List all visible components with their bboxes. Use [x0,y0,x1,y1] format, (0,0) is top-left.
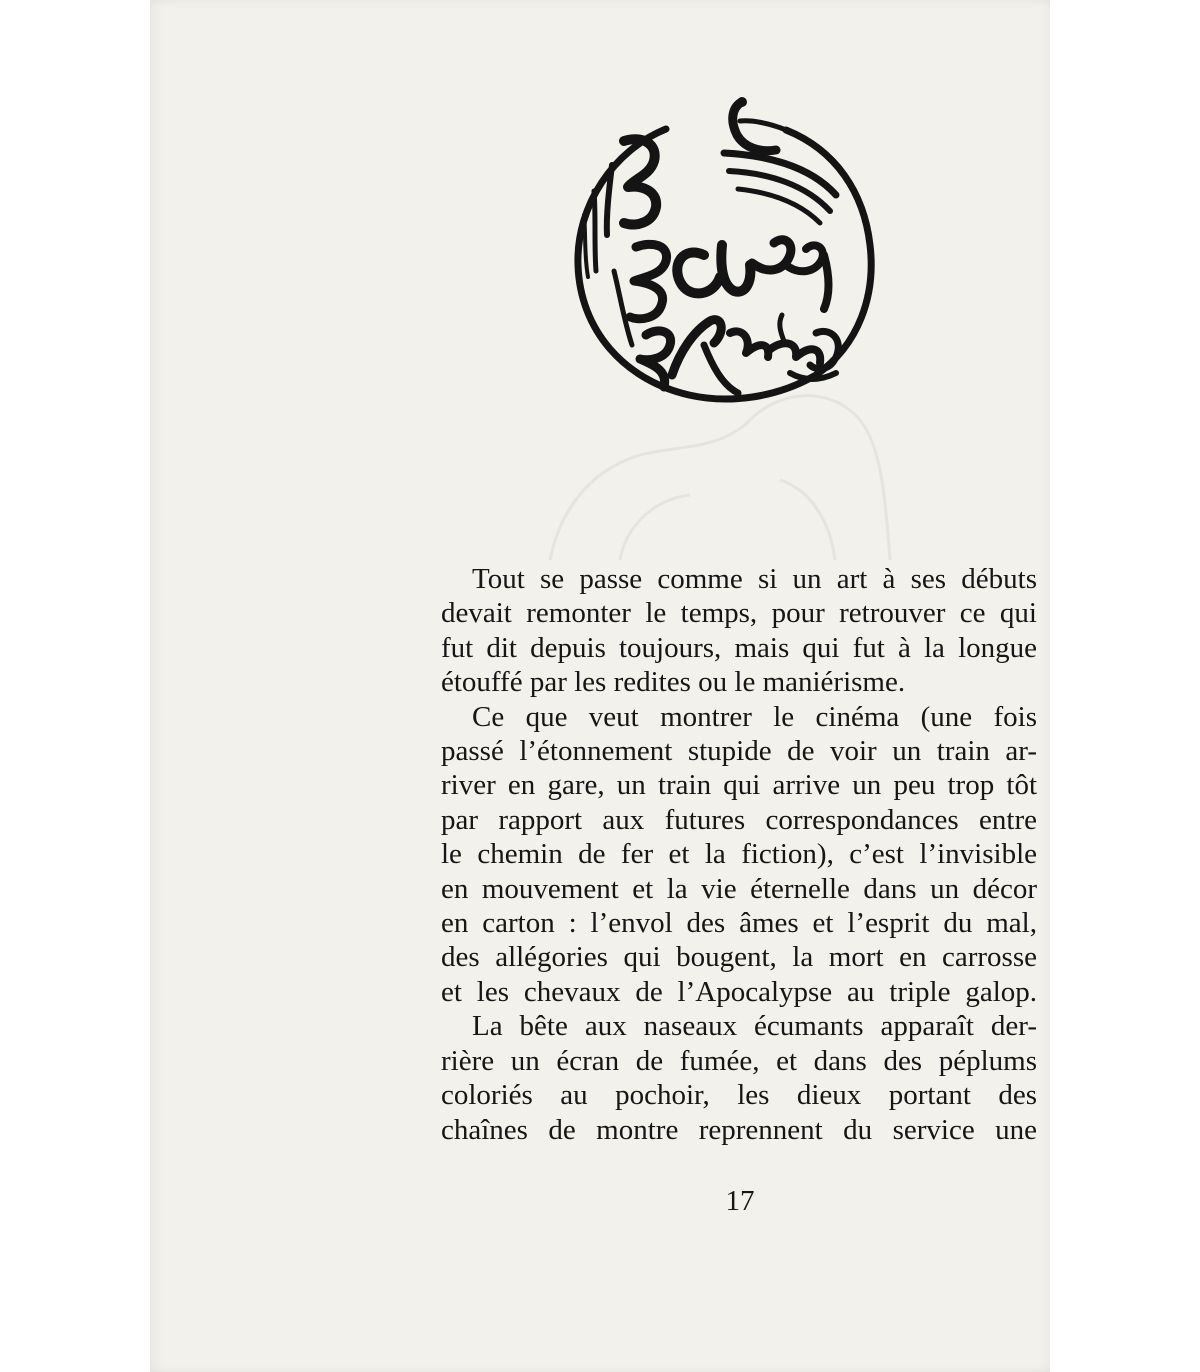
text-line: La bête aux naseaux écumants apparaît der- [472,1010,1037,1043]
text-line: river en gare, un train qui arrive un peu trop tôt [441,769,1037,802]
paragraph-3 [441,1009,1037,1147]
text-line: rière un écran de fumée, et dans des péplums [441,1044,1037,1077]
text-line: passé l’étonnement stupide de voir un train ar- [441,735,1037,768]
text-line: le chemin de fer et la fiction), c’est l’invisible [441,838,1037,871]
text-line: devait remonter le temps, pour retrouver ce qui [441,597,1037,630]
text-line: en mouvement et la vie éternelle dans un décor [441,872,1037,905]
paragraph-2 [441,700,1037,1010]
text-line: Tout se passe comme si un art à ses débuts [472,563,1037,595]
text-line: en carton : l’envol des âmes et l’esprit du mal, [441,907,1037,940]
text-line: par rapport aux futures correspondances entre [441,803,1037,836]
text-line: et les chevaux de l’Apocalypse au triple galop. [441,975,1037,1008]
text-line: coloriés au pochoir, les dieux portant des [441,1079,1037,1112]
page-number: 17 [725,1185,755,1217]
text-line: des allégories qui bougent, la mort en carrosse [441,941,1037,974]
text-line: étouffé par les redites ou le maniérisme. [441,666,906,699]
body-text [441,562,1037,1147]
paragraph-1 [441,562,1037,700]
text-line: fut dit depuis toujours, mais qui fut à la longue [441,631,1037,664]
calligraphic-seal-icon [554,95,884,415]
book-page [150,0,1050,1372]
text-line: chaînes de montre reprennent du service une [441,1113,1037,1146]
text-line: Ce que veut montrer le cinéma (une fois [472,700,1037,733]
